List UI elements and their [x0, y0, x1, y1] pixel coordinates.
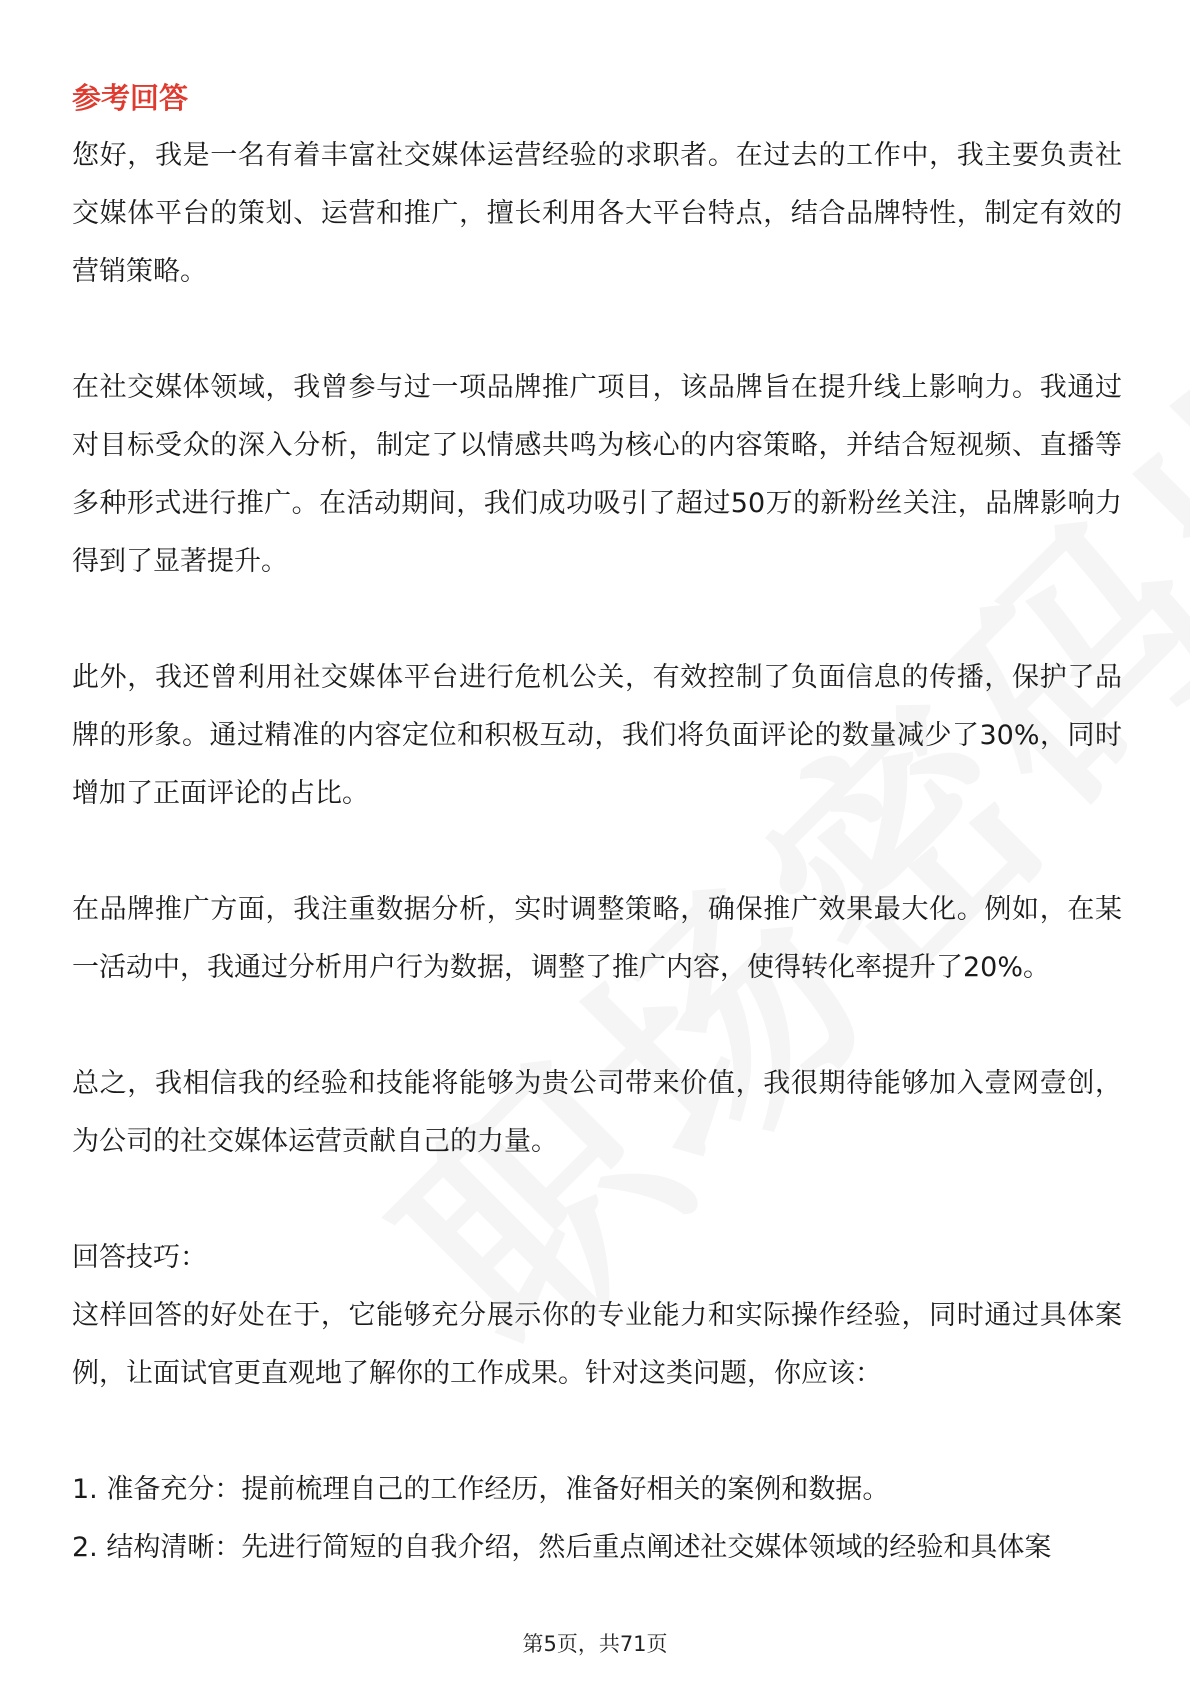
tips-title: 回答技巧：: [72, 1242, 207, 1273]
spacer: [72, 1171, 1122, 1229]
paragraph-data-analysis: 在品牌推广方面，我注重数据分析，实时调整策略，确保推广效果最大化。例如，在某一活动中，我通过分析用户行为数据，调整了推广内容，使得转化率提升了20%。: [72, 894, 1122, 983]
paragraph-brand-project: 在社交媒体领域，我曾参与过一项品牌推广项目，该品牌旨在提升线上影响力。我通过对目标受众的深入分析，制定了以情感共鸣为核心的内容策略，并结合短视频、直播等多种形式进行推广。在活动期间，我们成功吸引了超过50万的新粉丝关注，品牌影响力得到了显著提升。: [72, 372, 1122, 577]
spacer: [72, 997, 1122, 1055]
tips-list: [72, 1461, 1122, 1577]
document-page: [72, 70, 1122, 1577]
spacer: [72, 823, 1122, 881]
page-number: 第5页，共71页: [522, 1632, 668, 1656]
section-heading: 参考回答: [72, 81, 189, 115]
spacer: [72, 591, 1122, 649]
paragraph-crisis-pr: 此外，我还曾利用社交媒体平台进行危机公关，有效控制了负面信息的传播，保护了品牌的形象。通过精准的内容定位和积极互动，我们将负面评论的数量减少了30%，同时增加了正面评论的占比。: [72, 662, 1122, 809]
tips-intro: 这样回答的好处在于，它能够充分展示你的专业能力和实际操作经验，同时通过具体案例，让面试官更直观地了解你的工作成果。针对这类问题，你应该：: [72, 1300, 1122, 1389]
list-item: 2. 结构清晰：先进行简短的自我介绍，然后重点阐述社交媒体领域的经验和具体案: [72, 1532, 1052, 1563]
list-item: 1. 准备充分：提前梳理自己的工作经历，准备好相关的案例和数据。: [72, 1474, 890, 1505]
spacer: [72, 301, 1122, 359]
spacer: [72, 1403, 1122, 1461]
paragraph-conclusion: 总之，我相信我的经验和技能将能够为贵公司带来价值，我很期待能够加入壹网壹创，为公司的社交媒体运营贡献自己的力量。: [72, 1068, 1122, 1157]
paragraph-intro: 您好，我是一名有着丰富社交媒体运营经验的求职者。在过去的工作中，我主要负责社交媒体平台的策划、运营和推广，擅长利用各大平台特点，结合品牌特性，制定有效的营销策略。: [72, 140, 1122, 287]
